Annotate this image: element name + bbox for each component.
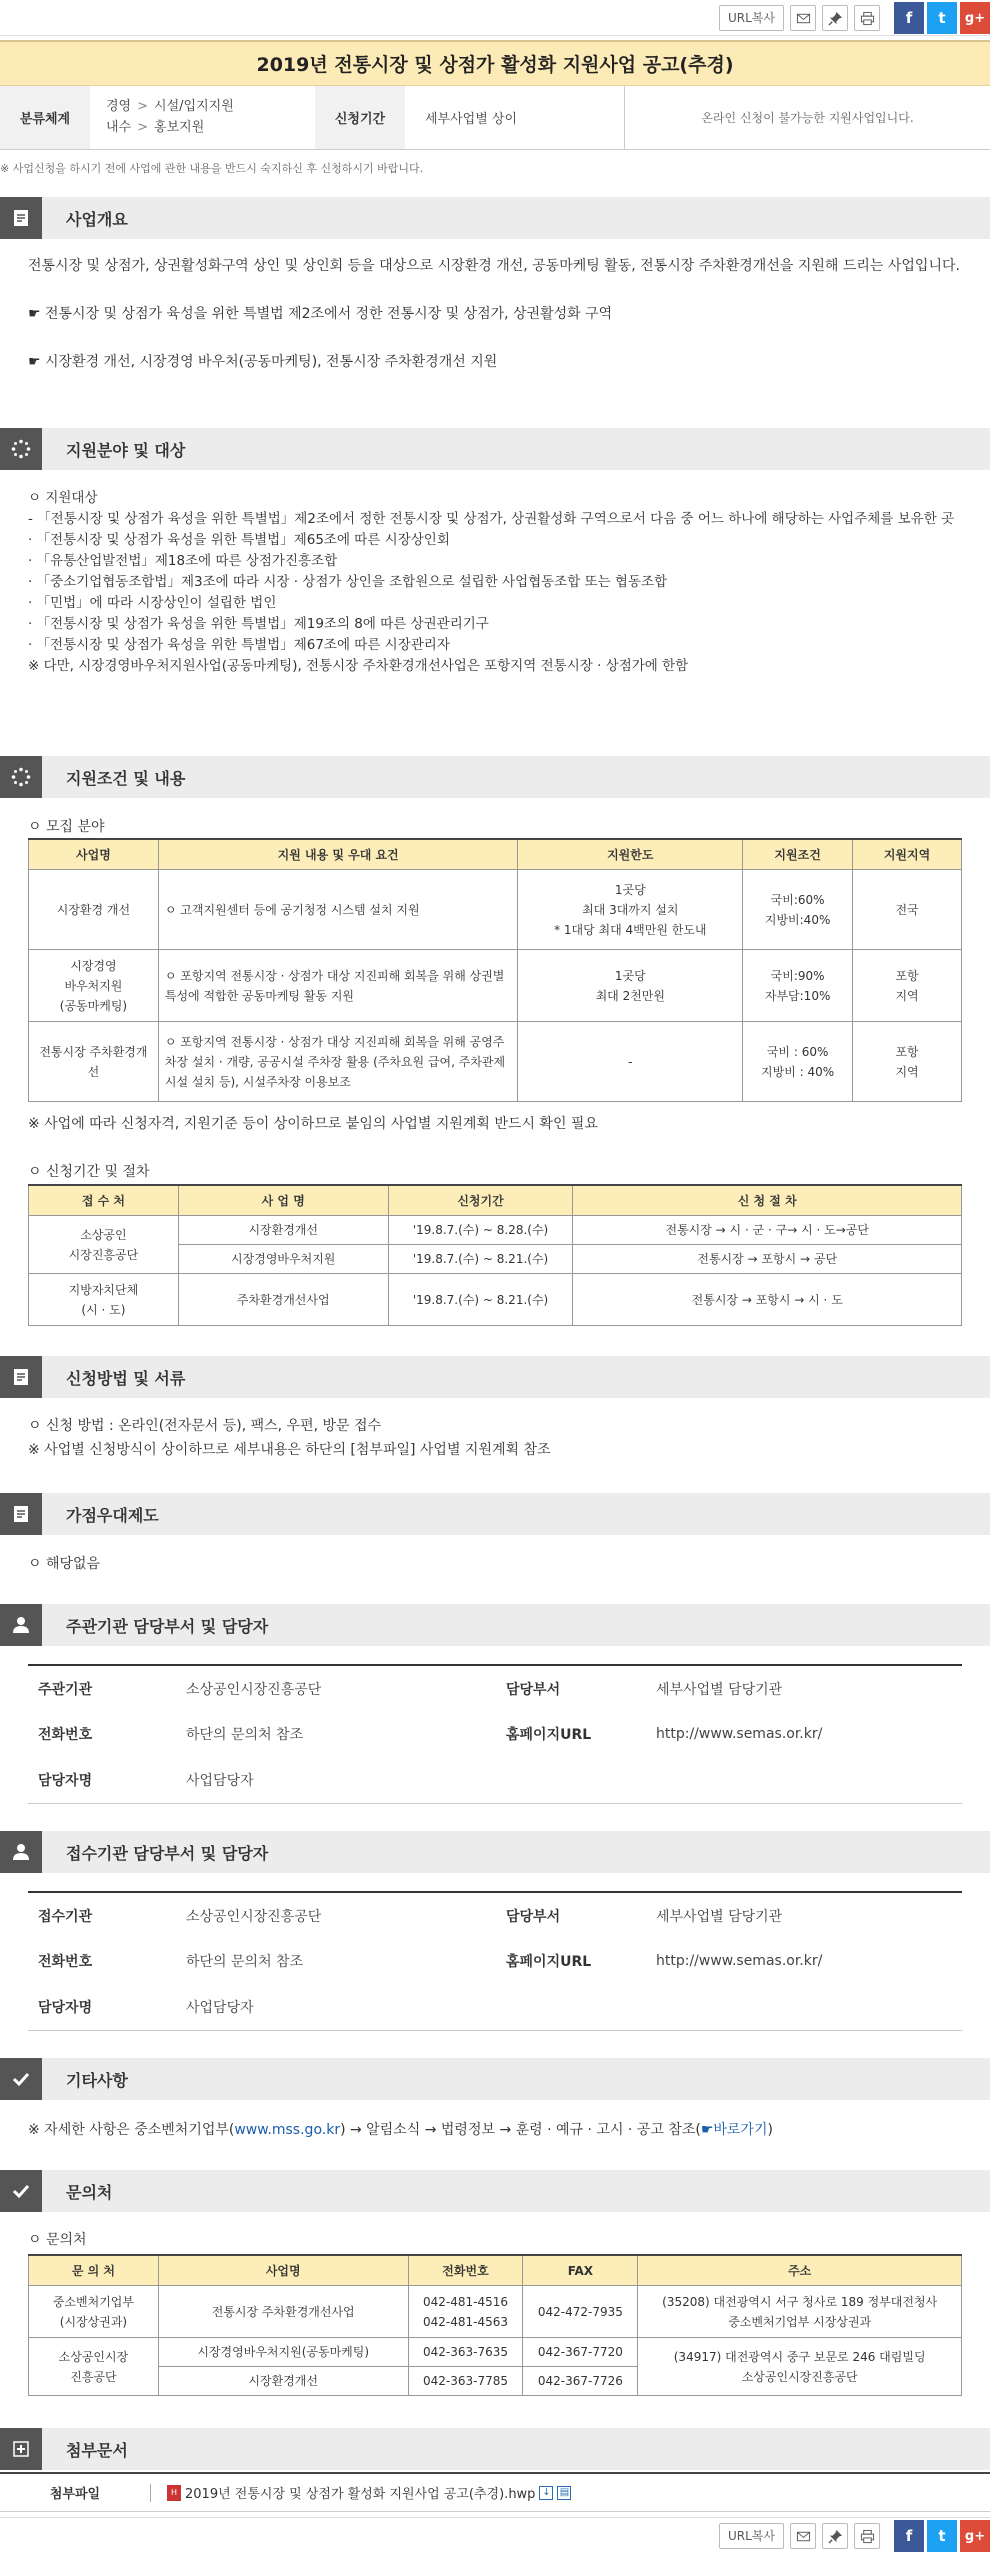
table-cell <box>29 1274 179 1326</box>
etc-text: ) → 알림소식 → 법령정보 → 훈령 · 예규 · 고시 · 공고 참조( <box>340 2122 701 2138</box>
section-host-header <box>0 1604 990 1646</box>
cell-line: (시장상권과) <box>59 2314 128 2329</box>
section-conditions-header <box>0 756 990 798</box>
section-title: 사업개요 <box>66 209 128 229</box>
goto-link[interactable]: ☛바로가기 <box>700 2122 768 2138</box>
table-row <box>28 1665 962 1711</box>
download-icon[interactable]: ↓ <box>539 2486 553 2500</box>
table-row <box>28 1984 962 2030</box>
cell-line: 042-481-4563 <box>422 2314 508 2329</box>
twitter-share-button[interactable]: t <box>927 2 957 34</box>
table-header: 접 수 처 <box>29 1185 179 1216</box>
section-title: 첨부문서 <box>66 2440 128 2460</box>
plus-icon <box>0 2428 42 2470</box>
info-key: 담당부서 <box>506 1681 561 1698</box>
cell-line: 지방비:40% <box>764 912 831 927</box>
info-key: 홈페이지URL <box>506 1954 592 1970</box>
facebook-share-button[interactable]: f <box>894 2520 924 2552</box>
cell-line: 최대 2천만원 <box>595 988 665 1003</box>
section-title: 기타사항 <box>66 2070 128 2090</box>
table-cell: 전통시장 주차환경개선 <box>29 1022 159 1102</box>
category-1: 경영 <box>106 99 132 114</box>
method-line: ㅇ 신청 방법 : 온라인(전자문서 등), 팩스, 우편, 방문 접수 <box>28 1418 382 1434</box>
target-line: · 「전통시장 및 상점가 육성을 위한 특별법」제67조에 따른 시장관리자 <box>28 637 450 653</box>
overview-content <box>28 254 968 374</box>
cell-line: 소상공인시장진흥공단 <box>741 2369 858 2384</box>
target-line: - 「전통시장 및 상점가 육성을 위한 특별법」제2조에서 정한 전통시장 및 상점가, 상권활성화 구역으로서 다음 중 어느 하나에 해당하는 사업주체를 보유한 곳 <box>28 511 955 527</box>
url-copy-button[interactable]: URL복사 <box>719 2523 784 2549</box>
info-key: 전화번호 <box>38 1954 93 1970</box>
table-cell <box>853 950 962 1022</box>
section-method-header <box>0 1356 990 1398</box>
cell-line: 포항 <box>895 1044 919 1059</box>
table-cell: '19.8.7.(수) ~ 8.28.(수) <box>388 1216 573 1245</box>
table-row <box>29 1022 962 1102</box>
contact-label: ㅇ 문의처 <box>28 2232 87 2248</box>
document-icon <box>0 197 42 239</box>
overview-support: ☛ 시장환경 개선, 시장경영 바우처(공동마케팅), 전통시장 주차환경개선 지원 <box>28 354 498 370</box>
cell-line: 포항 <box>895 968 919 983</box>
table-cell: 전통시장 → 시 · 군 · 구→ 시 · 도→공단 <box>573 1216 962 1245</box>
table-cell <box>743 950 853 1022</box>
table-cell: 전통시장 주차환경개선사업 <box>158 2286 408 2338</box>
table-header: 주소 <box>638 2255 962 2286</box>
table-cell: 시장환경개선 <box>158 2367 408 2396</box>
info-key: 홈페이지URL <box>506 1727 592 1743</box>
overview-text: 전통시장 및 상점가, 상권활성화구역 상인 및 상인회 등을 대상으로 시장환경 개선, 공동마케팅 활동, 전통시장 주차환경개선을 지원해 드리는 사업입니다. <box>28 258 960 274</box>
table-cell: 042-363-7785 <box>408 2367 523 2396</box>
cell-line: 1곳당 <box>614 968 646 983</box>
etc-text: ) <box>767 2122 773 2138</box>
table-cell: '19.8.7.(수) ~ 8.21.(수) <box>388 1274 573 1326</box>
pin-icon[interactable] <box>822 2523 848 2549</box>
conditions-note: ※ 사업에 따라 신청자격, 지원기준 등이 상이하므로 붙임의 사업별 지원계획 반드시 확인 필요 <box>28 1116 598 1132</box>
cell-line: (공동마케팅) <box>59 998 128 1013</box>
table-cell <box>743 870 853 950</box>
target-line: · 「민법」에 따라 시장상인이 설립한 법인 <box>28 595 277 611</box>
category-2-sub: 홍보지원 <box>154 120 205 135</box>
cell-line: 국비 : 60% <box>766 1044 829 1059</box>
period-value: 세부사업별 상이 <box>405 86 625 149</box>
table-cell: 042-363-7635 <box>408 2338 523 2367</box>
person-icon <box>0 1604 42 1646</box>
receipt-info-table <box>28 1891 962 2031</box>
cell-line: (시 · 도) <box>81 1302 126 1317</box>
info-value: 세부사업별 담당기관 <box>656 1681 783 1698</box>
table-header: 사업명 <box>29 839 159 870</box>
table-row <box>29 950 962 1022</box>
section-contact-header <box>0 2170 990 2212</box>
table-cell: 시장경영바우처지원(공동마케팅) <box>158 2338 408 2367</box>
table-cell: ㅇ 고객지원센터 등에 공기청정 시스템 설치 지원 <box>158 870 518 950</box>
table-cell: 전국 <box>853 870 962 950</box>
cell-line: 국비:90% <box>770 968 825 983</box>
attachment-file-link[interactable]: 2019년 전통시장 및 상점가 활성화 지원사업 공고(추경).hwp <box>185 2487 536 2502</box>
mail-icon[interactable] <box>790 2523 816 2549</box>
cell-line: 지방비 : 40% <box>761 1064 835 1079</box>
section-bonus-header <box>0 1493 990 1535</box>
table-header: 전화번호 <box>408 2255 523 2286</box>
section-title: 주관기관 담당부서 및 담당자 <box>66 1616 269 1636</box>
page-title-bar <box>0 40 990 86</box>
mail-icon[interactable] <box>790 5 816 31</box>
table-cell <box>638 2286 962 2338</box>
section-title: 지원분야 및 대상 <box>66 440 186 460</box>
table-row <box>29 2338 962 2367</box>
table-row <box>28 1892 962 1938</box>
category-values: 경영 > 시설/입지지원 내수 > 홍보지원 <box>106 99 234 135</box>
hwp-file-icon: H <box>167 2485 181 2501</box>
table-cell: ㅇ 포항지역 전통시장 · 상점가 대상 지진피해 회복을 위해 공영주차장 설치 · 개량, 공공시설 주차장 활용 (주차요원 급여, 주차관제시설 설치 등), 시설주차장 이용보조 <box>158 1022 518 1102</box>
period-label: 신청기간 <box>315 86 405 149</box>
cell-line: 최대 3대까지 설치 <box>582 902 679 917</box>
person-icon <box>0 1831 42 1873</box>
cell-line: 시장경영 <box>70 958 117 973</box>
info-value: 사업담당자 <box>186 1999 254 2016</box>
table-header: 사업명 <box>158 2255 408 2286</box>
cell-line: 1곳당 <box>614 882 646 897</box>
table-cell: 시장경영바우처지원 <box>178 1245 388 1274</box>
table-cell <box>29 1216 179 1274</box>
info-key: 전화번호 <box>38 1727 93 1743</box>
cell-line: 지역 <box>895 1064 919 1079</box>
cell-line: 지역 <box>895 988 919 1003</box>
table-cell <box>29 950 159 1022</box>
homepage-link[interactable]: http://www.semas.or.kr/ <box>656 1726 823 1742</box>
table-row <box>29 870 962 950</box>
overview-target: ☛ 전통시장 및 상점가 육성을 위한 특별법 제2조에서 정한 전통시장 및 상점가, 상권활성화 구역 <box>28 306 613 322</box>
cell-line: 국비:60% <box>770 892 825 907</box>
section-title: 문의처 <box>66 2182 113 2202</box>
table-cell <box>853 1022 962 1102</box>
recruit-label: ㅇ 모집 분야 <box>28 819 105 835</box>
table-cell <box>743 1022 853 1102</box>
cell-line: 자부담:10% <box>764 988 831 1003</box>
top-notice: ※ 사업신청을 하시기 전에 사업에 관한 내용을 반드시 숙지하신 후 신청하시기 바랍니다. <box>0 162 424 175</box>
cell-line: 중소벤처기업부 시장상권과 <box>728 2314 872 2329</box>
table-header: 지원한도 <box>518 839 743 870</box>
table-cell: 전통시장 → 포항시 → 시 · 도 <box>573 1274 962 1326</box>
preview-icon[interactable]: ▤ <box>557 2486 571 2500</box>
table-row <box>28 1711 962 1757</box>
info-value: 사업담당자 <box>186 1772 254 1789</box>
table-cell: 시장환경개선 <box>178 1216 388 1245</box>
table-row <box>29 2286 962 2338</box>
method-content <box>28 1414 968 1462</box>
table-cell: - <box>518 1022 743 1102</box>
bonus-content: ㅇ 해당없음 <box>28 1556 101 1572</box>
info-key: 담당자명 <box>38 1772 93 1789</box>
target-line: · 「중소기업협동조합법」제3조에 따라 시장 · 상점가 상인을 조합원으로 설립한 사업협동조합 또는 협동조합 <box>28 574 668 590</box>
section-title: 접수기관 담당부서 및 담당자 <box>66 1843 269 1863</box>
host-info-table <box>28 1664 962 1804</box>
facebook-share-button[interactable]: f <box>894 2 924 34</box>
table-header: 문 의 처 <box>29 2255 159 2286</box>
print-icon[interactable] <box>854 2523 880 2549</box>
table-header: 신청기간 <box>388 1185 573 1216</box>
cell-line: 소상공인 <box>80 1227 127 1242</box>
table-header: 지원 내용 및 우대 요건 <box>158 839 518 870</box>
sparkle-icon <box>0 428 42 470</box>
target-line: · 「전통시장 및 상점가 육성을 위한 특별법」제65조에 따른 시장상인회 <box>28 532 450 548</box>
recruit-table <box>28 838 962 1102</box>
table-cell: 042-367-7726 <box>523 2367 638 2396</box>
googleplus-share-button[interactable]: g+ <box>960 2 990 34</box>
cell-line: 소상공인시장 <box>58 2349 129 2364</box>
table-cell: 042-472-7935 <box>523 2286 638 2338</box>
cell-line: 바우처지원 <box>64 978 123 993</box>
section-target-header <box>0 428 990 470</box>
cell-line: 진흥공단 <box>70 2369 117 2384</box>
info-value: 세부사업별 담당기관 <box>656 1908 783 1925</box>
info-value: 하단의 문의처 참조 <box>186 1727 304 1743</box>
cell-line: 042-481-4516 <box>422 2294 508 2309</box>
cell-line: (34917) 대전광역시 중구 보문로 246 대림빌딩 <box>673 2349 926 2364</box>
category-label: 분류체계 <box>0 86 90 149</box>
homepage-link[interactable]: http://www.semas.or.kr/ <box>656 1953 823 1969</box>
table-header: FAX <box>523 2255 638 2286</box>
table-cell: 전통시장 → 포항시 → 공단 <box>573 1245 962 1274</box>
table-cell: '19.8.7.(수) ~ 8.21.(수) <box>388 1245 573 1274</box>
cell-line: 중소벤처기업부 <box>52 2294 134 2309</box>
target-line: · 「전통시장 및 상점가 육성을 위한 특별법」제19조의 8에 따른 상권관리기구 <box>28 616 489 632</box>
attachment-row <box>0 2472 990 2512</box>
target-line: · 「유통산업발전법」제18조에 따른 상점가진흥조합 <box>28 553 338 569</box>
section-title: 지원조건 및 내용 <box>66 768 186 788</box>
pin-icon[interactable] <box>822 5 848 31</box>
cell-line: * 1대당 최대 4백만원 한도내 <box>554 922 707 937</box>
table-cell <box>518 870 743 950</box>
bottom-toolbar <box>0 2517 990 2553</box>
section-attach-header <box>0 2428 990 2470</box>
table-row <box>29 1216 962 1245</box>
top-toolbar <box>0 0 990 36</box>
period-title: ㅇ 신청기간 및 절차 <box>28 1164 150 1180</box>
info-key: 담당자명 <box>38 1999 93 2016</box>
table-header: 사 업 명 <box>178 1185 388 1216</box>
info-value: 하단의 문의처 참조 <box>186 1954 304 1970</box>
table-cell: 042-367-7720 <box>523 2338 638 2367</box>
meta-row <box>0 86 990 150</box>
table-cell <box>408 2286 523 2338</box>
table-header: 신 청 절 차 <box>573 1185 962 1216</box>
cell-line: 시장진흥공단 <box>68 1247 139 1262</box>
check-icon <box>0 2170 42 2212</box>
etc-content <box>28 2118 968 2142</box>
contact-table <box>28 2254 962 2396</box>
table-cell: 시장환경 개선 <box>29 870 159 950</box>
table-header: 지원지역 <box>853 839 962 870</box>
table-cell <box>518 950 743 1022</box>
info-key: 담당부서 <box>506 1908 561 1925</box>
table-header: 지원조건 <box>743 839 853 870</box>
section-overview-header <box>0 197 990 239</box>
googleplus-share-button[interactable]: g+ <box>960 2520 990 2552</box>
category-2: 내수 <box>106 120 132 135</box>
section-receipt-header <box>0 1831 990 1873</box>
url-copy-button[interactable]: URL복사 <box>719 5 784 31</box>
document-icon <box>0 1356 42 1398</box>
page-title: 2019년 전통시장 및 상점가 활성화 지원사업 공고(추경) <box>256 54 734 76</box>
category-1-sub: 시설/입지지원 <box>154 99 234 114</box>
section-title: 신청방법 및 서류 <box>66 1368 186 1388</box>
target-content <box>28 488 968 677</box>
cell-line: (35208) 대전광역시 서구 청사로 189 정부대전청사 <box>662 2294 938 2309</box>
document-icon <box>0 1493 42 1535</box>
online-note: 온라인 신청이 불가능한 지원사업입니다. <box>701 111 914 125</box>
target-line: ㅇ 지원대상 <box>28 490 98 506</box>
info-value: 소상공인시장진흥공단 <box>186 1908 322 1925</box>
period-table <box>28 1184 962 1326</box>
table-cell: 주차환경개선사업 <box>178 1274 388 1326</box>
cell-line: 지방자치단체 <box>68 1282 139 1297</box>
section-title: 가점우대제도 <box>66 1505 159 1525</box>
target-line: ※ 다만, 시장경영바우처지원사업(공동마케팅), 전통시장 주차환경개선사업은 포항지역 전통시장 · 상점가에 한함 <box>28 658 689 674</box>
info-value: 소상공인시장진흥공단 <box>186 1681 322 1698</box>
etc-text: ※ 자세한 사항은 중소벤처기업부( <box>28 2122 235 2138</box>
check-icon <box>0 2058 42 2100</box>
table-row <box>29 1274 962 1326</box>
info-key: 주관기관 <box>38 1681 93 1698</box>
section-etc-header <box>0 2058 990 2100</box>
twitter-share-button[interactable]: t <box>927 2520 957 2552</box>
print-icon[interactable] <box>854 5 880 31</box>
sparkle-icon <box>0 756 42 798</box>
method-line: ※ 사업별 신청방식이 상이하므로 세부내용은 하단의 [첨부파일] 사업별 지원계획 참조 <box>28 1442 551 1458</box>
table-row <box>28 1938 962 1984</box>
table-cell: ㅇ 포항지역 전통시장 · 상점가 대상 지진피해 회복을 위해 상권별 특성에 적합한 공동마케팅 활동 지원 <box>158 950 518 1022</box>
table-cell <box>638 2338 962 2396</box>
table-cell <box>29 2286 159 2338</box>
table-row <box>28 1757 962 1803</box>
attachment-label: 첨부파일 <box>49 2487 101 2502</box>
table-cell <box>29 2338 159 2396</box>
mss-link[interactable]: www.mss.go.kr <box>234 2122 341 2138</box>
info-key: 접수기관 <box>38 1908 93 1925</box>
